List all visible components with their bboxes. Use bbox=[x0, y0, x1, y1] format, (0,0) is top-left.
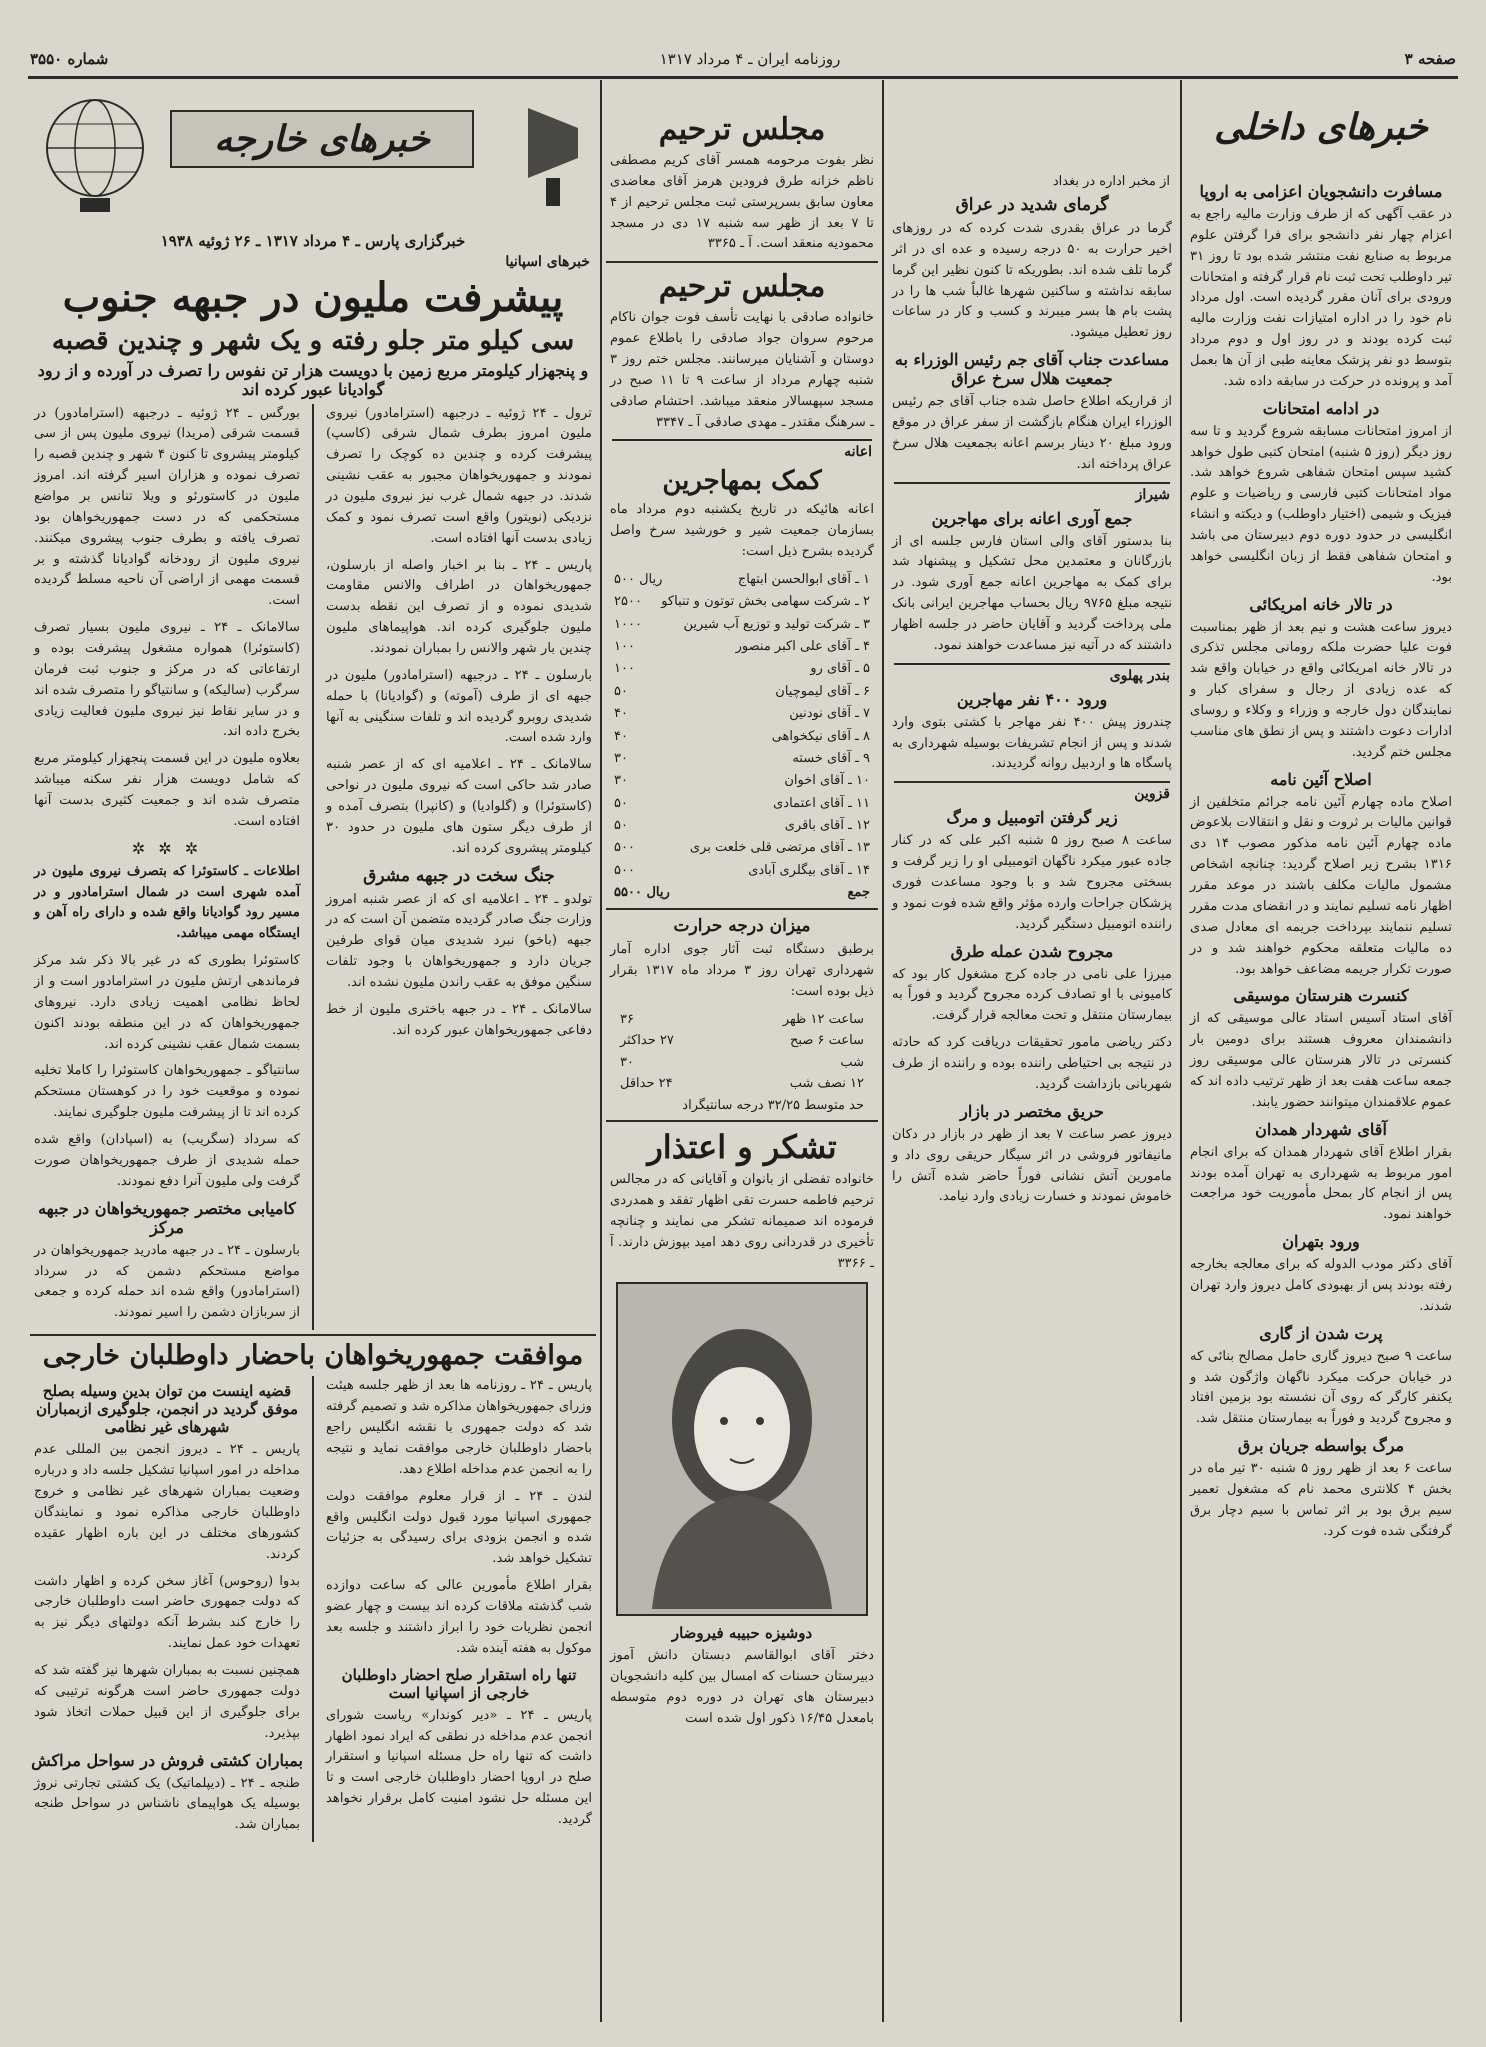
article-text: چندروز پیش ۴۰۰ نفر مهاجر با کشتی بتوی وارد شدند و پس از انجام تشریفات بوسیله شهرداری به پاسگاه ها و اردبیل روانه گردیدند. bbox=[892, 714, 1172, 772]
article-text: بارسلون ـ ۲۴ ـ در جبهه مادرید جمهوریخواهان در مواضع مستحکم دشمن که در سرداد (استرامادور) واقع شده اند حمله کرده و جمعی از سربازان دشمن را اسیر نمودند. bbox=[34, 1242, 300, 1321]
city-label: قزوین bbox=[894, 781, 1170, 802]
article-title: جمع آوری اعانه برای مهاجرین bbox=[931, 508, 1133, 528]
temperature-time: شب bbox=[840, 1054, 864, 1070]
donor-name: ۱۲ ـ آقای باقری bbox=[784, 817, 870, 833]
city-label: بندر پهلوی bbox=[894, 663, 1170, 684]
page-number: صفحه ۳ bbox=[1404, 50, 1456, 68]
temperature-row bbox=[606, 1052, 878, 1073]
donor-amount: ۵۰ bbox=[614, 817, 628, 833]
subsection-label: خبرهای اسپانیا bbox=[505, 254, 590, 270]
article-title: کامیابی مختصر جمهوریخواهان در جبهه مرکز bbox=[38, 1198, 296, 1237]
article-column-left bbox=[30, 404, 304, 1331]
article-columns-2 bbox=[30, 1376, 596, 1842]
article-title: کنسرت هنرستان موسیقی bbox=[1233, 986, 1409, 1006]
article-title: زیر گرفتن اتومبیل و مرگ bbox=[946, 808, 1118, 828]
donor-row bbox=[606, 770, 878, 792]
regional-news-column bbox=[888, 170, 1176, 2034]
donor-total bbox=[606, 882, 878, 904]
article-text: از امروز امتحانات مسابقه شروع گردید و تا سه روز دیگر (روز ۵ شنبه) امتحان کتبی طول خواهد کشید سپس امتحان شفاهی شروع خواهد شد. مواد امتحانات کتبی فارسی و ریاضیات و علوم فیزیک و شیمی (اختیار داوطلب) و دیکته و انشاء انگلیسی در حدود دوره دوم دبیرستان می باشد و امتحان شفاهی فقط از زبان انگلیسی خواهد بود. bbox=[1190, 423, 1452, 585]
article-text: پاریس ـ ۲۴ ـ روزنامه ها بعد از ظهر جلسه هیئت وزرای جمهوریخواهان مذاکره شد و تصمیم گرفته شد که دولت جمهوری با نقشه انگلیس راجع باحضار داوطلبان خارجی موافقت نماید و نتیجه را به انجمن عدم مداخله اطلاع دهد. bbox=[326, 1378, 592, 1477]
donor-row bbox=[606, 726, 878, 748]
article-title: آقای شهردار همدان bbox=[1255, 1119, 1387, 1139]
masthead-center: روزنامه ایران ـ ۴ مرداد ۱۳۱۷ bbox=[659, 50, 841, 68]
donor-row bbox=[606, 860, 878, 882]
donor-row bbox=[606, 658, 878, 680]
thanks-title: تشکر و اعتذار bbox=[647, 1128, 837, 1167]
article-title: گرمای شدید در عراق bbox=[955, 195, 1109, 215]
donor-amount: ۳۰ bbox=[614, 750, 628, 766]
article-text: میرزا علی نامی در جاده کرج مشغول کار بود که کامیونی با او تصادف کرده مجروح گردید و فوراً به بیمارستان منتقل و تحت معالجه قرار گرفت. bbox=[892, 966, 1172, 1024]
donor-row bbox=[606, 815, 878, 837]
article-text: سالامانک ـ ۲۴ ـ در جبهه باختری ملیون از خط دفاعی جمهوریخواهان عبور کرده اند. bbox=[326, 1001, 592, 1038]
portrait-figure bbox=[622, 1289, 862, 1609]
temperature-row bbox=[606, 1073, 878, 1094]
article-text: بورگس ـ ۲۴ ژوئیه ـ درجبهه (استرامادور) در قسمت شرقی (مریدا) نیروی ملیون پس از سی کیلومتر پیشروی تا کنون ۴ شهر و چندین قصبه را تصرف نموده و هزاران اسیر گرفته اند. امروز ملیون در کاستورئو و ویلا تنانس بر مواضع مستحکمی که در دست جمهوریخواهان بود تصرف یافته و بطرف جنوب پیشروی میکنند. نیروی ملیون از رودخانه گوادیانا گذشته و بر قسمت مهمی از اراضی آن ناحیه مسلط گردیده است. bbox=[34, 405, 300, 609]
donor-name: ۵ ـ آقای رو bbox=[810, 661, 870, 677]
article-text: سانتیاگو ـ جمهوریخواهان کاستوئرا را کاملا تخلیه نموده و موقعیت خود را در کوهستان مستحکم کرده اند تا از پیشرفت ملیون جلوگیری نمایند. bbox=[34, 1063, 300, 1121]
article-text: ساعت ۸ صبح روز ۵ شنبه اکبر علی که در کنار جاده عبور میکرد ناگهان اتومبیلی او را زیر گرفت و بسختی مجروح شد و با وجود مساعدت فوری پزشکان جراحات وارده مؤثر واقع شده فوت نمود و راننده اتومبیل دستگیر گردید. bbox=[892, 833, 1173, 932]
relief-title: کمک بمهاجرین bbox=[662, 466, 822, 497]
article-title: قضیه اینست من توان بدین وسیله بصلح موفق گردید در انجمن، جلوگیری ازبمباران شهرهای غیر نظامی bbox=[35, 1382, 299, 1437]
donor-amount: ۵۰ bbox=[614, 795, 628, 811]
news-agency-line: خبرگزاری پارس ـ ۴ مرداد ۱۳۱۷ ـ ۲۶ ژوئیه ۱۹۳۸ bbox=[160, 232, 466, 250]
foreign-news-banner bbox=[30, 88, 596, 228]
portrait-photo bbox=[616, 1282, 868, 1616]
article-title: در تالار خانه امریکائی bbox=[1249, 594, 1393, 614]
article-columns bbox=[30, 404, 596, 1331]
foreign-news-column bbox=[30, 84, 596, 2034]
article-text: ساعت ۹ صبح دیروز گاری حامل مصالح بنائی که در خیابان حرکت میکرد ناگهان واژگون شد و یکنفر کارگر که روی آن نشسته بود بزمین افتاد و مجروح گردید و فوراً به بیمارستان منتقل شد. bbox=[1190, 1348, 1453, 1427]
donor-total-label: جمع bbox=[847, 885, 870, 901]
temperature-value: ۲۴ حداقل bbox=[620, 1076, 673, 1092]
relief-text: اعانه هائیکه در تاریخ یکشنبه دوم مرداد ماه بسازمان جمعیت شیر و خورشید سرخ واصل گردیده بشرح ذیل است: bbox=[610, 502, 874, 560]
article-text: بدوا (روحوس) آغاز سخن کرده و اظهار داشت که دولت جمهوری حاضر است داوطلبان خارجی را خارج کند بشرط آنکه دولتهای دیگر نیز به تعهدات خود عمل نمایند. bbox=[34, 1573, 300, 1652]
article-text: بعلاوه ملیون در این قسمت پنجهزار کیلومتر مربع که شامل دویست هزار نفر سکنه میباشد متصرف شده اند و جمعیت کثیری بدست آنها افتاده است. bbox=[34, 751, 300, 829]
inner-rule bbox=[312, 404, 314, 1331]
donor-row bbox=[606, 681, 878, 703]
donor-amount: ۵۰۰ bbox=[614, 840, 635, 856]
article-text: دیروز عصر ساعت ۷ بعد از ظهر در بازار در دکان مانیفاتور فروشی در اثر سیگار حریقی روی داد و مامورین آتش نشانی فوراً حاضر شده آتش را خاموش نمودند و خسارت زیادی وارد نیامد. bbox=[892, 1126, 1172, 1205]
donor-name: ۱۴ ـ آقای بیگلری آبادی bbox=[748, 862, 870, 878]
donor-name: ۱۱ ـ آقای اعتمادی bbox=[773, 795, 870, 811]
city-label: شیراز bbox=[894, 482, 1170, 503]
article-title: مرگ بواسطه جریان برق bbox=[1237, 1436, 1405, 1456]
inner-rule bbox=[312, 1376, 314, 1842]
notice-text: نظر بفوت مرحومه همسر آقای کریم مصطفی ناظم خزانه طرق فرودین هرمز آقای معاضدی معاون سابق بسرپرستی ثبت مجلس ترحیم از ۴ تا ۷ بعد از ظهر سه شنبه ۱۷ دی در مسجد محمودیه منعقد است. آ ـ ۳۳۶۵ bbox=[610, 153, 874, 252]
temperature-row bbox=[606, 1009, 878, 1030]
article-title: مسافرت دانشجویان اعزامی به اروپا bbox=[1199, 182, 1443, 201]
temperature-text: برطبق دستگاه ثبت آثار جوی اداره آمار شهرداری تهران روز ۳ مرداد ماه ۱۳۱۷ بقرار ذیل بوده است: bbox=[610, 942, 875, 1000]
article-text: از قراریکه اطلاع حاصل شده جناب آقای جم رئیس الوزراء ایران هنگام بازگشت از سفر عراق در موقع ورود مبلغ ۲۰ دینار برسم اعانه بجمعیت هلال سرخ عراق پرداخته اند. bbox=[892, 394, 1172, 472]
donor-name: ۶ ـ آقای لیموچیان bbox=[775, 683, 870, 699]
donor-amount: ۲۵۰۰ bbox=[614, 594, 642, 610]
donor-name: ۱۳ ـ آقای مرتضی قلی خلعت بری bbox=[689, 840, 870, 856]
donor-row bbox=[606, 591, 878, 613]
article-text: سالامانک ـ ۲۴ ـ اعلامیه ای که از عصر شنبه صادر شد حاکی است که نیروی ملیون در نواحی (کاستوئرا) و (گلوادیا) و (کانپرا) بتصرف آمده و از طرف دیگر ستون های ملیون در حدود ۳۰ کیلومتر پیشروی کرده اند. bbox=[326, 757, 592, 856]
article-column-right-2 bbox=[322, 1376, 596, 1842]
donor-row bbox=[606, 748, 878, 770]
donor-amount: ۱۰۰ bbox=[614, 639, 635, 655]
donor-name: ۱ ـ آقای ابوالحسن ابتهاج bbox=[737, 572, 870, 588]
article-text: آقای استاد آسیس استاد عالی موسیقی که از دانشمندان معروف هستند برای دومین بار کنسرتی در تالار هنرستان عالی موسیقی روز جمعه ساعت هفت بعد از ظهر ترتیب داده اند که عموم علاقمندان میتوانند حضور یابند. bbox=[1190, 1011, 1452, 1110]
notice-text: خانواده صادقی با نهایت تأسف فوت جوان ناکام مرحوم سروان جواد صادقی را باطلاع عموم دوستان و آشنایان میرسانند. مجلس ختم روز ۳ شنبه چهارم مرداد از ساعت ۹ تا ۱۱ صبح در مسجد سپهسالار منعقد میباشد. احتشام صادقی ـ سرهنگ مقتدر ـ مهدی صادقی آ ـ ۳۳۴۷ bbox=[610, 310, 874, 430]
donor-name: ۴ ـ آقای علی اکبر منصور bbox=[735, 639, 870, 655]
article-text: سالامانک ـ ۲۴ ـ نیروی ملیون بسیار تصرف (کاستوئرا) همواره مشغول پیشرفت بوده و ارتفاعاتی که در مرکز و جنوب ثبت فرمان سرگرب (سالیکه) و سانتیاگو را متصرف شده اند و در سایر نقاط نیز نیروی ملیون فعالیت زیادی بخرج داده اند. bbox=[34, 620, 300, 740]
article-text: لندن ـ ۲۴ ـ از قرار معلوم موافقت دولت جمهوری اسپانیا مورد قبول دولت انگلیس واقع شده و انجمن بزودی برای رسیدگی به جزئیات تشکیل خواهد شد. bbox=[326, 1488, 592, 1567]
column-rule-2 bbox=[882, 80, 884, 2022]
donor-amount: ۵۰ bbox=[614, 683, 628, 699]
globe-icon bbox=[40, 88, 150, 218]
donor-name: ۸ ـ آقای نیکخواهی bbox=[771, 728, 870, 744]
masthead-rule bbox=[28, 76, 1458, 79]
masthead bbox=[30, 50, 1456, 72]
notice-title: مجلس ترحیم bbox=[658, 269, 826, 305]
article-text: بنا بدستور آقای والی استان فارس جلسه ای از بازرگانان و معتمدین محل تشکیل و پیشنهاد شد برای کمک به مهاجرین اعانه جمع آوری شود. در نتیجه مبلغ ۹۷۶۵ ریال بحساب مهاجرین ایرانی بانک ملی پرداخت گردید و آقایان حاضر در جلسه اظهار داشتند که در آتیه نیز مساعدت خواهند نمود. bbox=[892, 533, 1172, 653]
article-title: در ادامه امتحانات bbox=[1262, 398, 1380, 418]
temperature-value: ۳۰ bbox=[620, 1054, 634, 1070]
donor-row bbox=[606, 614, 878, 636]
temperature-list bbox=[606, 1009, 878, 1095]
notices-column bbox=[606, 84, 878, 2034]
column-rule-1 bbox=[1180, 80, 1182, 2022]
article-text: پاریس ـ ۲۴ ـ بنا بر اخبار واصله از بارسلون، جمهوریخواهان در اطراف والانس مقاومت شدیدی نموده و از تصرف این نقطه بدست ملیون جلوگیری کرده اند. هواپیماهای ملیون چندین بار شهر والانس را بمباران نمودند. bbox=[326, 557, 592, 657]
article-column-right bbox=[322, 404, 596, 1331]
column-rule-3 bbox=[600, 80, 602, 2022]
donor-amount: ۴۰ bbox=[614, 728, 628, 744]
sub-headline-2: و پنجهزار کیلومتر مربع زمین با دویست هزار تن نفوس را تصرف در آورده و از رود گوادیانا عبور کرده اند bbox=[37, 361, 589, 400]
article-title: حریق مختصر در بازار bbox=[960, 1101, 1104, 1121]
article-text: کاستوئرا بطوری که در غیر بالا ذکر شد مرکز فرماندهی ارتش ملیون در استرامادور است و از لحاظ نظامی اهمیت زیادی دارد. نیروهای جمهوریخواهان که در این منطقه بودند اکنون بسمت شمال عقب نشینی کرده اند. bbox=[34, 953, 300, 1052]
domestic-news-column bbox=[1186, 84, 1456, 2034]
donor-amount: ۴۰ bbox=[614, 706, 628, 722]
donor-name: ۹ ـ آقای خسته bbox=[792, 750, 870, 766]
divider-ornament: ✲ ✲ ✲ bbox=[131, 838, 203, 858]
donor-row bbox=[606, 793, 878, 815]
donor-name: ۱۰ ـ آقای اخوان bbox=[784, 773, 870, 789]
section-label: اعانه bbox=[612, 439, 872, 460]
donor-row bbox=[606, 569, 878, 591]
main-headline: پیشرفت ملیون در جبهه جنوب bbox=[62, 274, 564, 321]
article-text: پاریس ـ ۲۴ ـ دیروز انجمن بین المللی عدم مداخله در امور اسپانیا تشکیل جلسه داد و درباره وضعیت بمباران شهرهای غیر نظامی و خروج داوطلبان خارجی مذاکره نمود و نمایندگان کشورهای مختلف در این باره اظهار عقیده کردند. bbox=[34, 1442, 300, 1562]
article-text: ساعت ۶ بعد از ظهر روز ۵ شنبه ۳۰ تیر ماه در بخش ۴ کلانتری محمد نام که مشغول تعمیر سیم برق بود بر اثر تماس با سیم دچار برق گرفتگی شده فوت کرد. bbox=[1190, 1461, 1453, 1539]
donor-list bbox=[606, 569, 878, 882]
donor-amount: ۵۰۰ bbox=[614, 862, 635, 878]
correspondent-line: از مخبر اداره در بغداد bbox=[1052, 174, 1170, 189]
issue-number: شماره ۳۵۵۰ bbox=[30, 50, 109, 68]
article-text: که سرداد (سگریب) به (اسپادان) واقع شده حمله شدیدی از طرف جمهوریخواهان صورت گرفت ولی ملیون آنرا دفع نمودند. bbox=[34, 1132, 300, 1189]
donor-row bbox=[606, 837, 878, 859]
donor-row bbox=[606, 636, 878, 658]
temperature-time: ۱۲ نصف شب bbox=[789, 1076, 864, 1092]
article-column-left-2 bbox=[30, 1376, 304, 1842]
article-text: طنجه ـ ۲۴ ـ (دیپلماتیک) یک کشتی تجارتی نروژ بوسیله یک هواپیمای ناشناس در سواحل طنجه بمباران شد. bbox=[34, 1775, 300, 1833]
article-title: پرت شدن از گاری bbox=[1259, 1323, 1383, 1343]
article-title: ورود ۴۰۰ نفر مهاجرین bbox=[956, 689, 1108, 709]
article-text: دکتر ریاضی مامور تحقیقات دریافت کرد که حادثه در نتیجه بی احتیاطی راننده بوده و راننده از طرف شهربانی بازداشت گردید. bbox=[892, 1035, 1172, 1092]
article-text: آقای دکتر مودب الدوله که برای معالجه بخارجه رفته بودند پس از بهبودی کامل دیروز وارد تهران شدند. bbox=[1190, 1257, 1452, 1314]
temperature-average: حد متوسط ۳۲/۲۵ درجه سانتیگراد bbox=[682, 1097, 864, 1113]
article-text: ترول ـ ۲۴ ژوئیه ـ درجبهه (استرامادور) نیروی ملیون امروز بطرف شمال شرقی (کاسپ) پیشرفت کرده و چندین ده کوچک را تصرف نمودند و جمهوریخواهان مجبور به عقب نشینی شدند. در جبهه شمال غرب نیز نیروی ملیون در نزدیکی (نویتور) واقع است تصرف نمود و کمک زیادی بدست آنها افتاده است. bbox=[326, 405, 592, 546]
temperature-row bbox=[606, 1030, 878, 1051]
photo-text: دختر آقای ابوالقاسم دبستان دانش آموز دبیرستان حسنات که امسال بین کلیه دانشجویان دبیرستان های تهران در دوره دوم متوسطه بامعدل ۱۶/۴۵ ذکور اول شده است bbox=[610, 1648, 874, 1727]
donor-name: ۳ ـ شرکت تولید و توزیع آب شیرین bbox=[683, 616, 870, 632]
temperature-title: میزان درجه حرارت bbox=[673, 916, 811, 937]
second-headline: موافقت جمهوریخواهان باحضار داوطلبان خارجی bbox=[42, 1340, 584, 1372]
article-text: بقرار اطلاع مأمورین عالی که ساعت دوازده شب گذشته ملاقات کرده اند بیست و چهار عضو انجمن نظریات خود را ابراز داشتند و جلسه بعد موکول به هفته آینده شد. bbox=[326, 1578, 592, 1656]
donor-name: ۲ ـ شرکت سهامی بخش توتون و تنباکو bbox=[661, 594, 870, 610]
article-title: ورود بتهران bbox=[1282, 1232, 1360, 1252]
temperature-time: ساعت ۱۲ ظهر bbox=[782, 1012, 864, 1027]
article-text: گرما در عراق بقدری شدت کرده که در روزهای اخیر حرارت به ۵۰ درجه رسیده و عده ای در اثر گرما تلف شده اند. بطوریکه تا کنون نظیر این گرما سابقه نداشته و ساکنین شهرها غالباً شب ها را در پشت بام ها بسر میبرند و کسب و کار در ساعات روز تعطیل میشود. bbox=[892, 221, 1172, 341]
article-text: پاریس ـ ۲۴ ـ «دیر کوندار» ریاست شورای انجمن عدم مداخله در نطقی که ایراد نمود اظهار داشت که تنها راه حل مسئله اسپانیا و استقرار صلح در اروپا احضار داوطلبان خارجی است و تا این مسئله حل نشود امنیت کامل برقرار نخواهد گردید. bbox=[326, 1707, 592, 1827]
notice-title: مجلس ترحیم bbox=[658, 112, 826, 147]
article-title: مساعدت جناب آقای جم رئیس الوزراء به جمعیت هلال سرخ عراق bbox=[894, 350, 1170, 389]
article-title: مجروح شدن عمله طرق bbox=[950, 941, 1114, 961]
article-title: بمباران کشتی فروش در سواحل مراکش bbox=[31, 1750, 303, 1770]
temperature-value: ۳۶ bbox=[620, 1012, 634, 1027]
donor-amount: ۵۰۰ ریال bbox=[614, 572, 663, 588]
article-title: تنها راه استقرار صلح احضار داوطلبان خارجی از اسپانیا است bbox=[341, 1665, 577, 1702]
section-title: خبرهای داخلی bbox=[1214, 106, 1428, 148]
article-text: تولدو ـ ۲۴ ـ اعلامیه ای که از عصر شنبه امروز وزارت جنگ صادر گردیده متضمن آن است که در جبهه (باخو) نبرد شدیدی میان قوای طرفین جریان دارد و جمهوریخواهان با وجود تلفات سنگین موفق به عقب راندن ملیون نشده اند. bbox=[326, 891, 592, 991]
article-text: در عقب آگهی که از طرف وزارت مالیه راجع به اعزام چهار نفر دانشجو برای فرا گرفتن علوم مربوط به صنایع نفت منتشر شده بود تا روز ۳۱ تیر داوطلب تحت ثبت نام قرار گرفته و امتحانات ورودی برای آنان مقرر گردیده است. اول مرداد نام خود را در اداره امتیازات نفت وزارت مالیه ثبت کرده بودند و در روز اول و دوم مرداد بتوسط دو نفر پزشک معاینه طبی از آن ها بعمل آمد و پرونده در حرکت در سابقه داده شد. bbox=[1190, 207, 1452, 389]
temperature-value: ۲۷ حداکثر bbox=[620, 1033, 674, 1049]
photo-caption: دوشیزه حبیبه فیروضار bbox=[671, 1624, 813, 1643]
gramophone-icon bbox=[518, 98, 588, 208]
donor-row bbox=[606, 703, 878, 725]
donor-total-amount: ۵۵۰۰ ریال bbox=[614, 885, 670, 901]
donor-amount: ۱۰۰۰ bbox=[614, 616, 642, 632]
article-text: دیروز ساعت هشت و نیم بعد از ظهر بمناسبت فوت علیا حضرت ملکه رومانی مجلس تذکری در تالار خانه امریکائی واقع در خیابان واقع شد که عده زیادی از رجال و سفرای کبار و نمایندگان دول خارجه و وزراء و وکلاء و روسای ادارات دعوت داشتند و پس از نطق های مناسب مجلس ختم گردید. bbox=[1190, 619, 1452, 760]
donor-amount: ۳۰ bbox=[614, 773, 628, 789]
article-text: همچنین نسبت به بمباران شهرها نیز گفته شد که دولت جمهوری حاضر است هرگونه ترتیبی که برای جلوگیری از این قبیل حملات اتخاذ شود بپذیرد. bbox=[34, 1663, 300, 1741]
donor-name: ۷ ـ آقای نودنین bbox=[789, 706, 870, 722]
article-text: اصلاح ماده چهارم آئین نامه جرائم متخلفین از قوانین مالیات بر ثروت و نقل و انتقالات بلاعوض ماده چهارم آئین نامه مذکور مصوب ۱۴ دی ۱۳۱۶ بشرح زیر اصلاح گردید: چنانچه اشخاص مشمول مالیات مکلف باشند در موعد مقرر اظهار نامه تسلیم نمایند و در انقضای مدت مقرر تسلیم ننمایند بپرداخت جریمه ای معادل صدی ده مالیات متعلقه محکوم خواهند شد و در صورت تکرار جریمه مضاعف خواهد بود. bbox=[1190, 794, 1452, 977]
temperature-time: ساعت ۶ صبح bbox=[790, 1033, 864, 1049]
article-text: اطلاعات ـ کاستوئرا که بتصرف نیروی ملیون در آمده شهری است در شمال استرامادور و در مسیر رود گوادیانا واقع شده و دارای راه آهن و ایستگاه مهمی میباشد. bbox=[34, 863, 300, 942]
section-title: خبرهای خارجه bbox=[170, 110, 474, 168]
sub-headline: سی کیلو متر جلو رفته و یک شهر و چندین قصبه bbox=[51, 326, 575, 356]
donor-amount: ۱۰۰ bbox=[614, 661, 635, 677]
article-text: بقرار اطلاع آقای شهردار همدان که برای انجام امور مربوط به شهرداری به تهران آمده بودند پس از انجام کار بمحل مأموریت خود مراجعت خواهند نمود. bbox=[1190, 1144, 1452, 1223]
thanks-text: خانواده تفضلی از بانوان و آقایانی که در مجالس ترحیم فاطمه حسرت تقی اظهار تفقد و همدردی فرموده اند صمیمانه تشکر می نمایند و چنانچه تأخیری در قدردانی روی دهد امید بپوزش دارند. آ ـ ۳۳۶۶ bbox=[610, 1172, 874, 1271]
article-title: جنگ سخت در جبهه مشرق bbox=[363, 865, 555, 886]
article-title: اصلاح آئین نامه bbox=[1270, 769, 1372, 789]
article-text: بارسلون ـ ۲۴ ـ درجبهه (استرامادور) ملیون در جبهه ای از طرف (آموته) و (گوادیانا) با حمله شدیدی روبرو گردیده اند و تلفات سنگینی به آنها وارد شده است. bbox=[326, 667, 592, 746]
